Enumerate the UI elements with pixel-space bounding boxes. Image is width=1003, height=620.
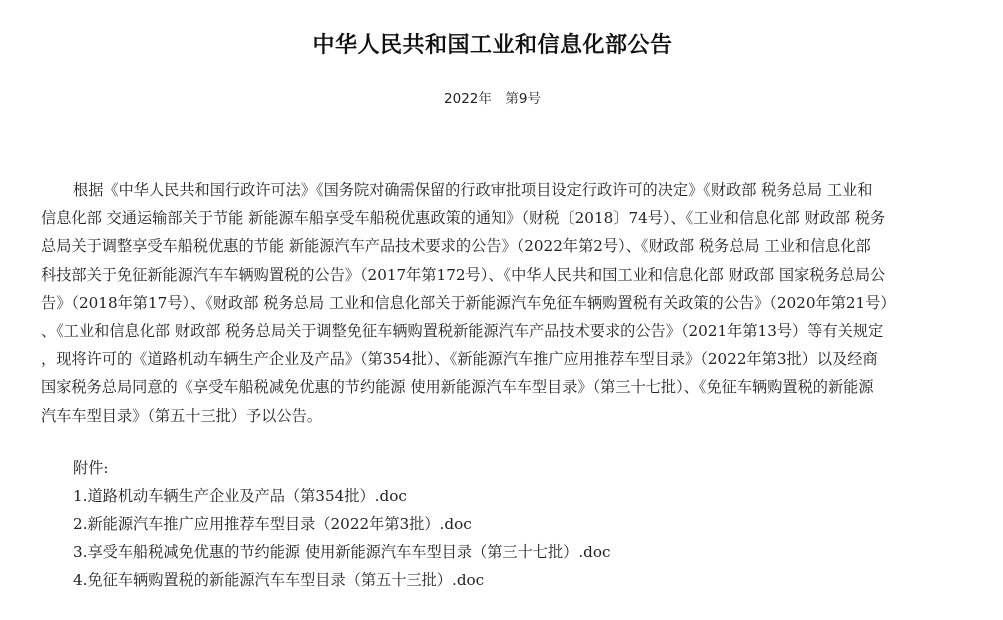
attachments-section xyxy=(73,454,953,594)
attachment-link-3[interactable]: 3.享受车船税减免优惠的节约能源 使用新能源汽车车型目录（第三十七批）.doc xyxy=(73,543,611,561)
announcement-body xyxy=(41,176,951,430)
document-number: 2022年 第9号 xyxy=(444,91,541,107)
attachment-link-1[interactable]: 1.道路机动车辆生产企业及产品（第354批）.doc xyxy=(73,487,407,505)
body-line: ，现将许可的《道路机动车辆生产企业及产品》（第354批）、《新能源汽车推广应用推荐车型目录》（2022年第3批）以及经商 xyxy=(41,350,878,369)
body-line: 国家税务总局同意的《享受车船税减免优惠的节约能源 使用新能源汽车车型目录》（第三十七批）、《免征车辆购置税的新能源 xyxy=(41,378,874,397)
attachment-link-2[interactable]: 2.新能源汽车推广应用推荐车型目录（2022年第3批）.doc xyxy=(73,515,472,533)
attachment-link-4[interactable]: 4.免征车辆购置税的新能源汽车车型目录（第五十三批）.doc xyxy=(73,571,485,589)
announcement-title: 中华人民共和国工业和信息化部公告 xyxy=(312,32,673,58)
body-line: 信息化部 交通运输部关于节能 新能源车船享受车船税优惠政策的通知》（财税〔2018〕74号）、《工业和信息化部 财政部 税务 xyxy=(41,209,886,228)
body-line: 汽车车型目录》（第五十三批）予以公告。 xyxy=(41,406,322,425)
body-line: 科技部关于免征新能源汽车车辆购置税的公告》（2017年第172号）、《中华人民共和国工业和信息化部 财政部 国家税务总局公 xyxy=(41,265,886,284)
body-line: 总局关于调整享受车船税优惠的节能 新能源汽车产品技术要求的公告》（2022年第2号）、《财政部 税务总局 工业和信息化部 xyxy=(41,237,871,256)
body-line: 、《工业和信息化部 财政部 税务总局关于调整免征车辆购置税新能源汽车产品技术要求的公告》（2021年第13号）等有关规定 xyxy=(41,321,884,340)
body-line: 告》（2018年第17号）、《财政部 税务总局 工业和信息化部关于新能源汽车免征车辆购置税有关政策的公告》（2020年第21号） xyxy=(41,293,896,312)
attachments-label: 附件: xyxy=(73,459,109,477)
body-line: 根据《中华人民共和国行政许可法》《国务院对确需保留的行政审批项目设定行政许可的决定》《财政部 税务总局 工业和 xyxy=(73,181,873,199)
